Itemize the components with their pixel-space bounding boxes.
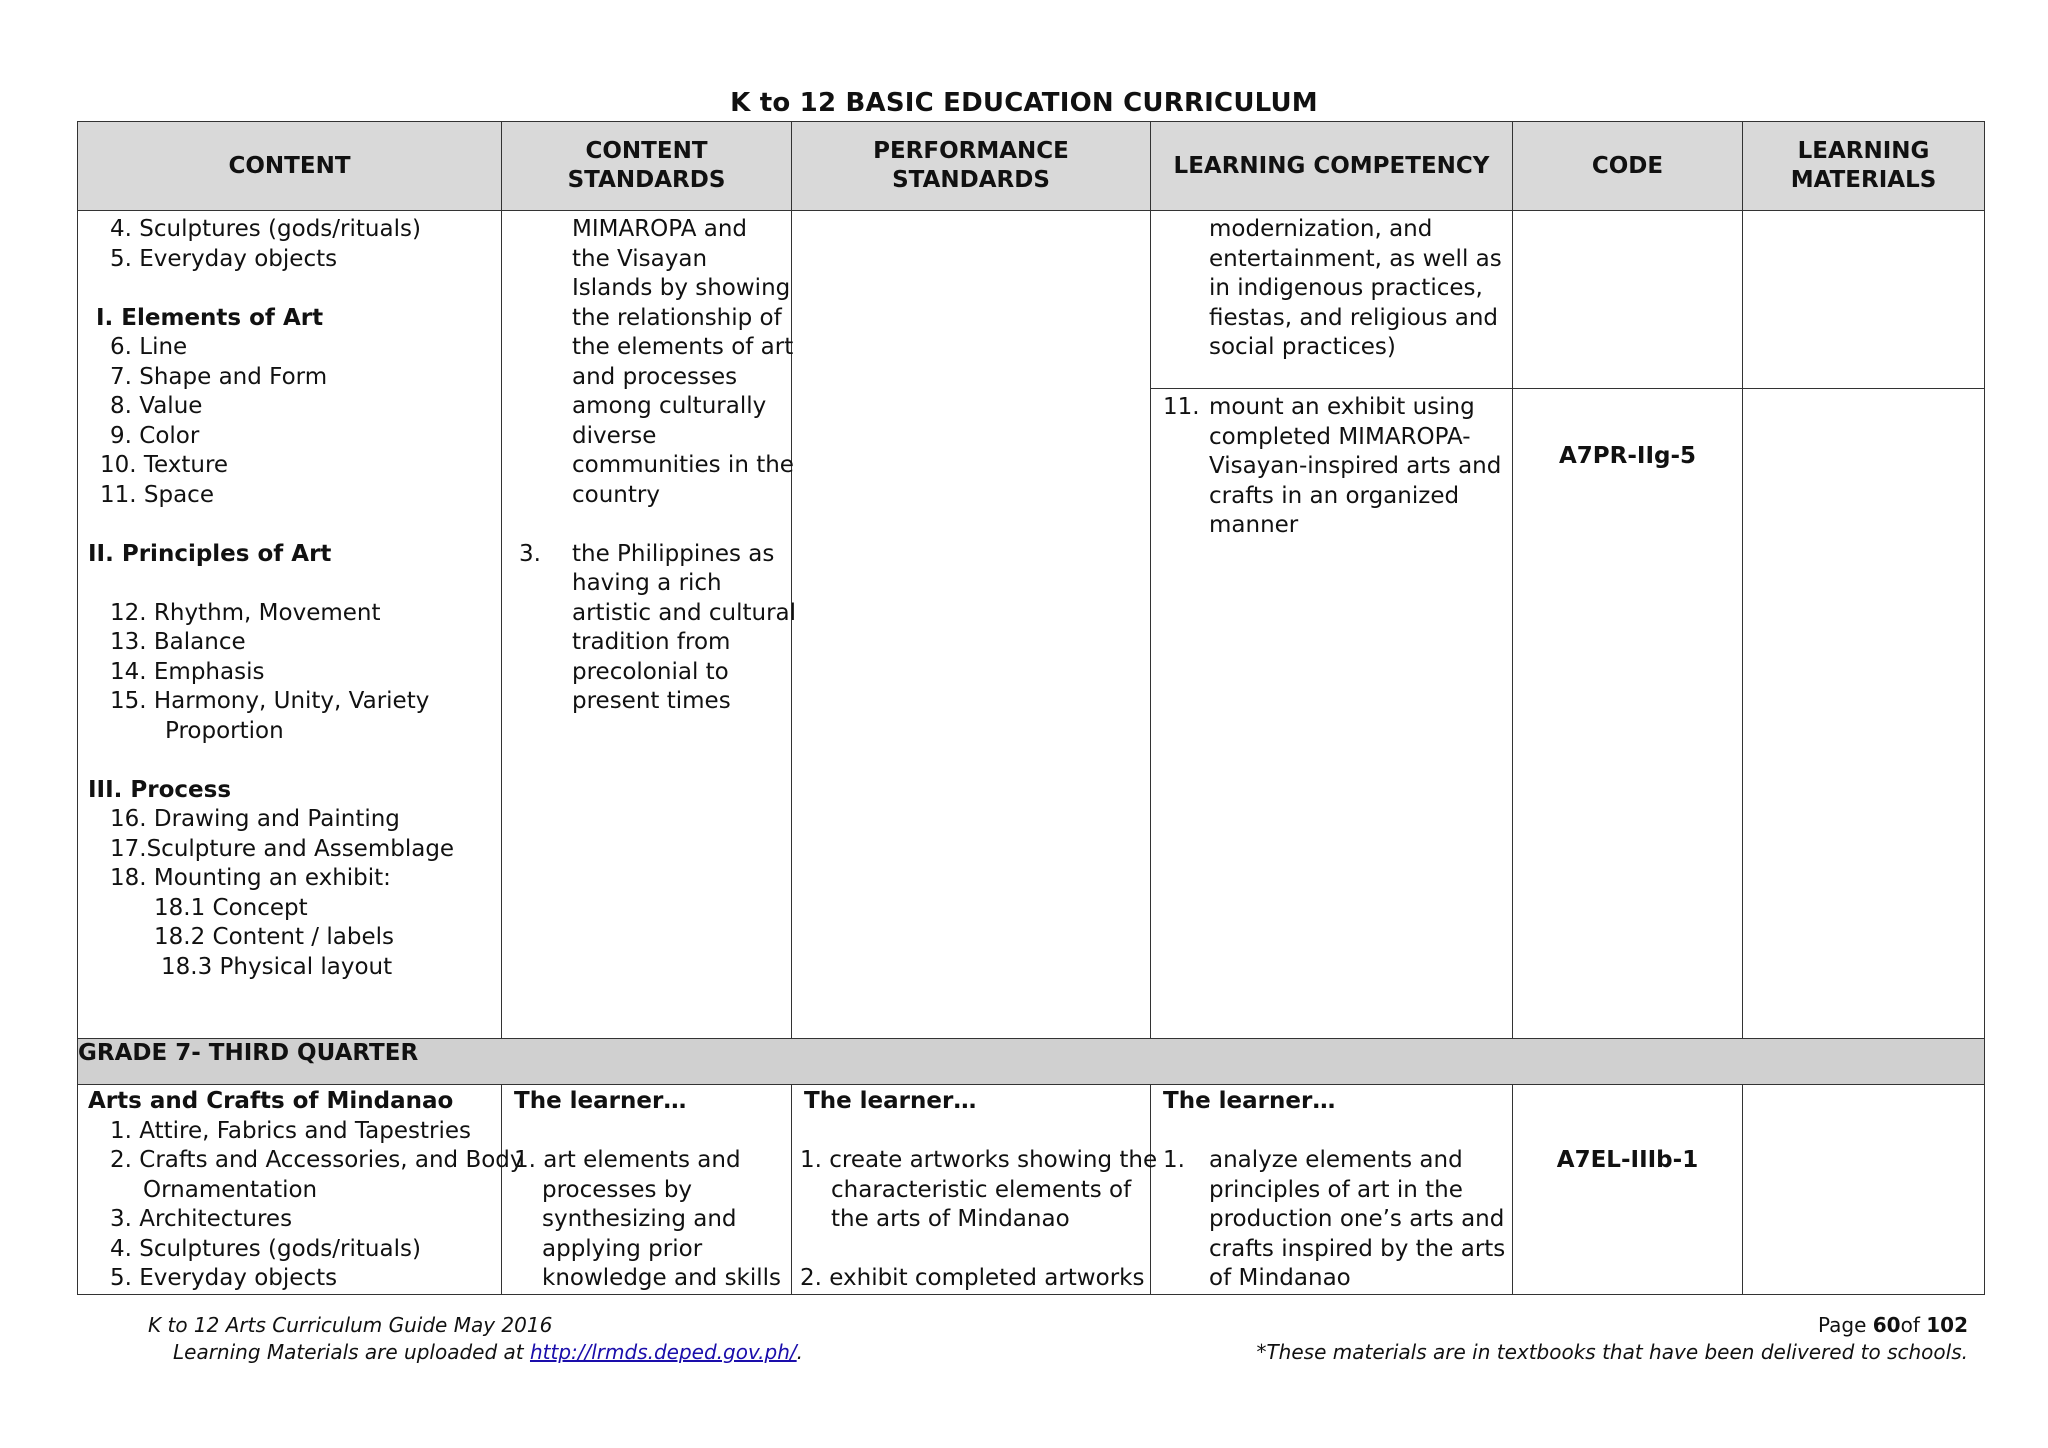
performance-standards-cell: The learner… 1. create artworks showing the characteristic elements of the arts of Mindanao 2. exhibit completed artworks bbox=[792, 1085, 1151, 1295]
page-title: K to 12 BASIC EDUCATION CURRICULUM bbox=[730, 88, 1318, 118]
guide-label: K to 12 Arts Curriculum Guide May 2016 bbox=[148, 1313, 553, 1337]
content-cell: Arts and Crafts of Mindanao 1. Attire, Fabrics and Tapestries 2. Crafts and Accessories, and Body Ornamentation 3. Architectures 4. Sculptures (gods/rituals) 5. Everyday objects bbox=[78, 1085, 502, 1295]
header-row bbox=[78, 122, 1985, 211]
header-learning-competency: LEARNING COMPETENCY bbox=[1151, 122, 1513, 211]
learning-materials-cell bbox=[1743, 1085, 1985, 1295]
list-number: 3. bbox=[519, 540, 541, 567]
learning-competency-cell: The learner… 1. analyze elements and principles of art in the production one’s arts and crafts inspired by the arts of Mindanao bbox=[1151, 1085, 1513, 1295]
learning-competency-cell: 11. mount an exhibit using completed MIMAROPA- Visayan-inspired arts and crafts in an organized manner bbox=[1151, 389, 1513, 1039]
section-heading: Arts and Crafts of Mindanao bbox=[88, 1088, 454, 1114]
footer-left bbox=[148, 1312, 803, 1366]
content-standards-cell: The learner… 1. art elements and processes by synthesizing and applying prior knowledge and skills bbox=[502, 1085, 792, 1295]
footer-right bbox=[1256, 1312, 1968, 1366]
quarter-row bbox=[78, 1039, 1985, 1085]
table-row bbox=[78, 211, 1985, 389]
content-cell: 4. Sculptures (gods/rituals) 5. Everyday objects I. Elements of Art 6. Line 7. Shape and Form 8. Value 9. Color 10. Texture 11. Space II. Principles of Art 12. Rhythm, Movement 13. Balance 14. Emphasis 15. Harmony, Unity, Variety Proportion III. Process 16. Drawing and Painting 17.Sculpture and Assemblage 18. Mounting an exhibit: 18.1 Concept 18.2 Content / labels 18.3 Physical layout bbox=[78, 211, 502, 1039]
competency-code: A7EL-IIIb-1 bbox=[1556, 1147, 1699, 1173]
header-learning-materials: LEARNING MATERIALS bbox=[1743, 122, 1985, 211]
content-standards-cell: MIMAROPA and the Visayan Islands by showing the relationship of the elements of art and processes among culturally diverse communities in the country 3. the Philippines as having a rich artistic and cultural tradition from precolonial to present times bbox=[502, 211, 792, 1039]
code-cell bbox=[1513, 211, 1743, 389]
header-performance-standards: PERFORMANCE STANDARDS bbox=[792, 122, 1151, 211]
learning-materials-cell bbox=[1743, 389, 1985, 1039]
section-heading: II. Principles of Art bbox=[88, 540, 332, 567]
curriculum-table bbox=[77, 121, 1985, 1295]
performance-standards-cell bbox=[792, 211, 1151, 1039]
learning-materials-cell bbox=[1743, 211, 1985, 389]
quarter-label: GRADE 7- THIRD QUARTER bbox=[78, 1039, 1985, 1085]
section-heading: III. Process bbox=[88, 776, 232, 803]
code-cell bbox=[1513, 1085, 1743, 1295]
code-cell bbox=[1513, 389, 1743, 1039]
list-number: 1. bbox=[1163, 1147, 1185, 1173]
table-row bbox=[78, 1085, 1985, 1295]
section-heading: I. Elements of Art bbox=[96, 304, 324, 331]
competency-code: A7PR-IIg-5 bbox=[1558, 443, 1697, 469]
lrmds-link[interactable]: http://lrmds.deped.gov.ph/ bbox=[529, 1340, 797, 1364]
header-content: CONTENT bbox=[78, 122, 502, 211]
header-code: CODE bbox=[1513, 122, 1743, 211]
header-content-standards: CONTENT STANDARDS bbox=[502, 122, 792, 211]
materials-note: *These materials are in textbooks that have been delivered to schools. bbox=[1256, 1340, 1968, 1364]
list-number: 11. bbox=[1163, 394, 1200, 420]
upload-note: Learning Materials are uploaded at http://lrmds.deped.gov.ph/. bbox=[173, 1340, 804, 1364]
page-number: Page 60of 102 bbox=[1817, 1313, 1968, 1337]
learning-competency-cell: modernization, and entertainment, as well as in indigenous practices, fiestas, and religious and social practices) bbox=[1151, 211, 1513, 389]
